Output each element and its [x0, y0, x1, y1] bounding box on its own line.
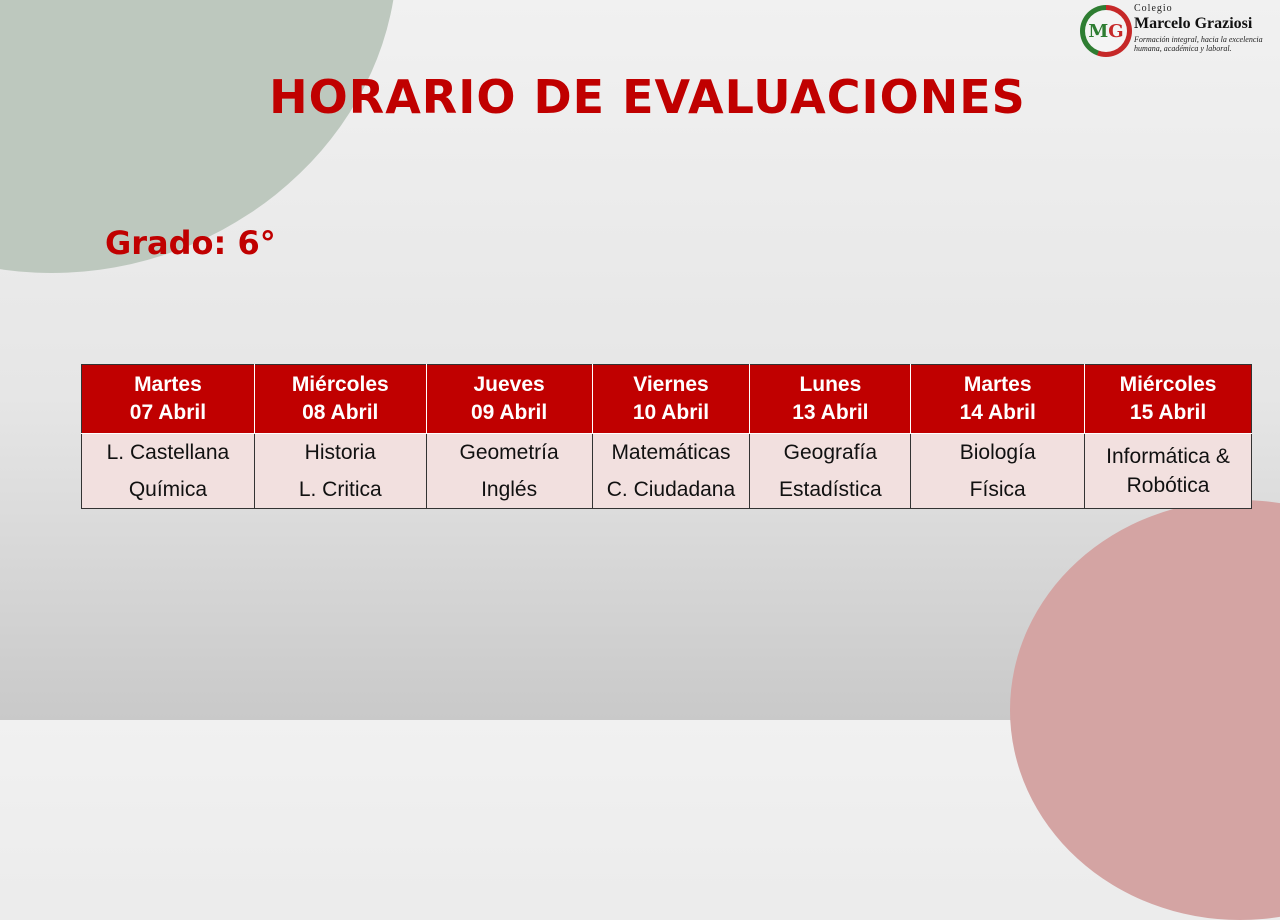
- column-header: [750, 365, 911, 434]
- logo-emblem-icon: [1080, 5, 1132, 57]
- subject-cell: L. Castellana: [82, 434, 255, 473]
- subject-cell: Biología: [911, 434, 1085, 473]
- decorative-red-shape: [1010, 500, 1280, 920]
- table-row: [82, 434, 1252, 473]
- header-date: 07 Abril: [129, 401, 207, 424]
- header-day: Lunes: [799, 373, 862, 396]
- header-day: Jueves: [473, 373, 545, 396]
- header-date: 08 Abril: [302, 401, 379, 424]
- school-logo: [1080, 3, 1276, 59]
- header-date: 10 Abril: [632, 401, 710, 424]
- subject-cell: Física: [911, 472, 1085, 509]
- decorative-green-shape: [0, 0, 477, 357]
- subject-cell: Estadística: [750, 472, 911, 509]
- subject-cell-merged: [1085, 434, 1252, 509]
- table-header-row: [82, 365, 1252, 434]
- header-day: Viernes: [633, 373, 709, 396]
- logo-tagline-line-2: humana, académica y laboral.: [1134, 44, 1232, 53]
- column-header: [426, 365, 592, 434]
- column-header: [592, 365, 750, 434]
- subject-cell: Geometría: [426, 434, 592, 473]
- subject-cell: L. Critica: [254, 472, 426, 509]
- logo-small-text: Colegio: [1134, 3, 1173, 14]
- header-date: 13 Abril: [792, 401, 869, 424]
- column-header: [1085, 365, 1252, 434]
- column-header: [911, 365, 1085, 434]
- table-row: [82, 472, 1252, 509]
- header-day: Miércoles: [1119, 373, 1217, 396]
- subject-cell: Matemáticas: [592, 434, 750, 473]
- header-day: Martes: [963, 373, 1032, 396]
- header-date: 14 Abril: [959, 401, 1036, 424]
- subject-line-2: Robótica: [1126, 474, 1210, 497]
- subject-cell: Historia: [254, 434, 426, 473]
- subject-line-1: Informática &: [1106, 445, 1230, 468]
- header-date: 09 Abril: [470, 401, 548, 424]
- column-header: [82, 365, 255, 434]
- subject-cell: Geografía: [750, 434, 911, 473]
- header-day: Miércoles: [291, 373, 389, 396]
- logo-emblem-letters: [1085, 10, 1127, 52]
- logo-tagline: [1134, 35, 1263, 53]
- header-date: 15 Abril: [1129, 401, 1207, 424]
- grade-label: Grado: 6°: [105, 224, 276, 262]
- logo-school-name: Marcelo Graziosi: [1134, 15, 1253, 32]
- subject-cell: C. Ciudadana: [592, 472, 750, 509]
- logo-emblem-text: MG: [1088, 20, 1124, 42]
- page-title: HORARIO DE EVALUACIONES: [269, 70, 1026, 124]
- logo-tagline-line-1: Formación integral, hacia la excelencia: [1134, 35, 1263, 44]
- column-header: [254, 365, 426, 434]
- subject-cell: Química: [82, 472, 255, 509]
- subject-cell: Inglés: [426, 472, 592, 509]
- exam-schedule-table: [81, 364, 1252, 509]
- header-day: Martes: [134, 373, 202, 396]
